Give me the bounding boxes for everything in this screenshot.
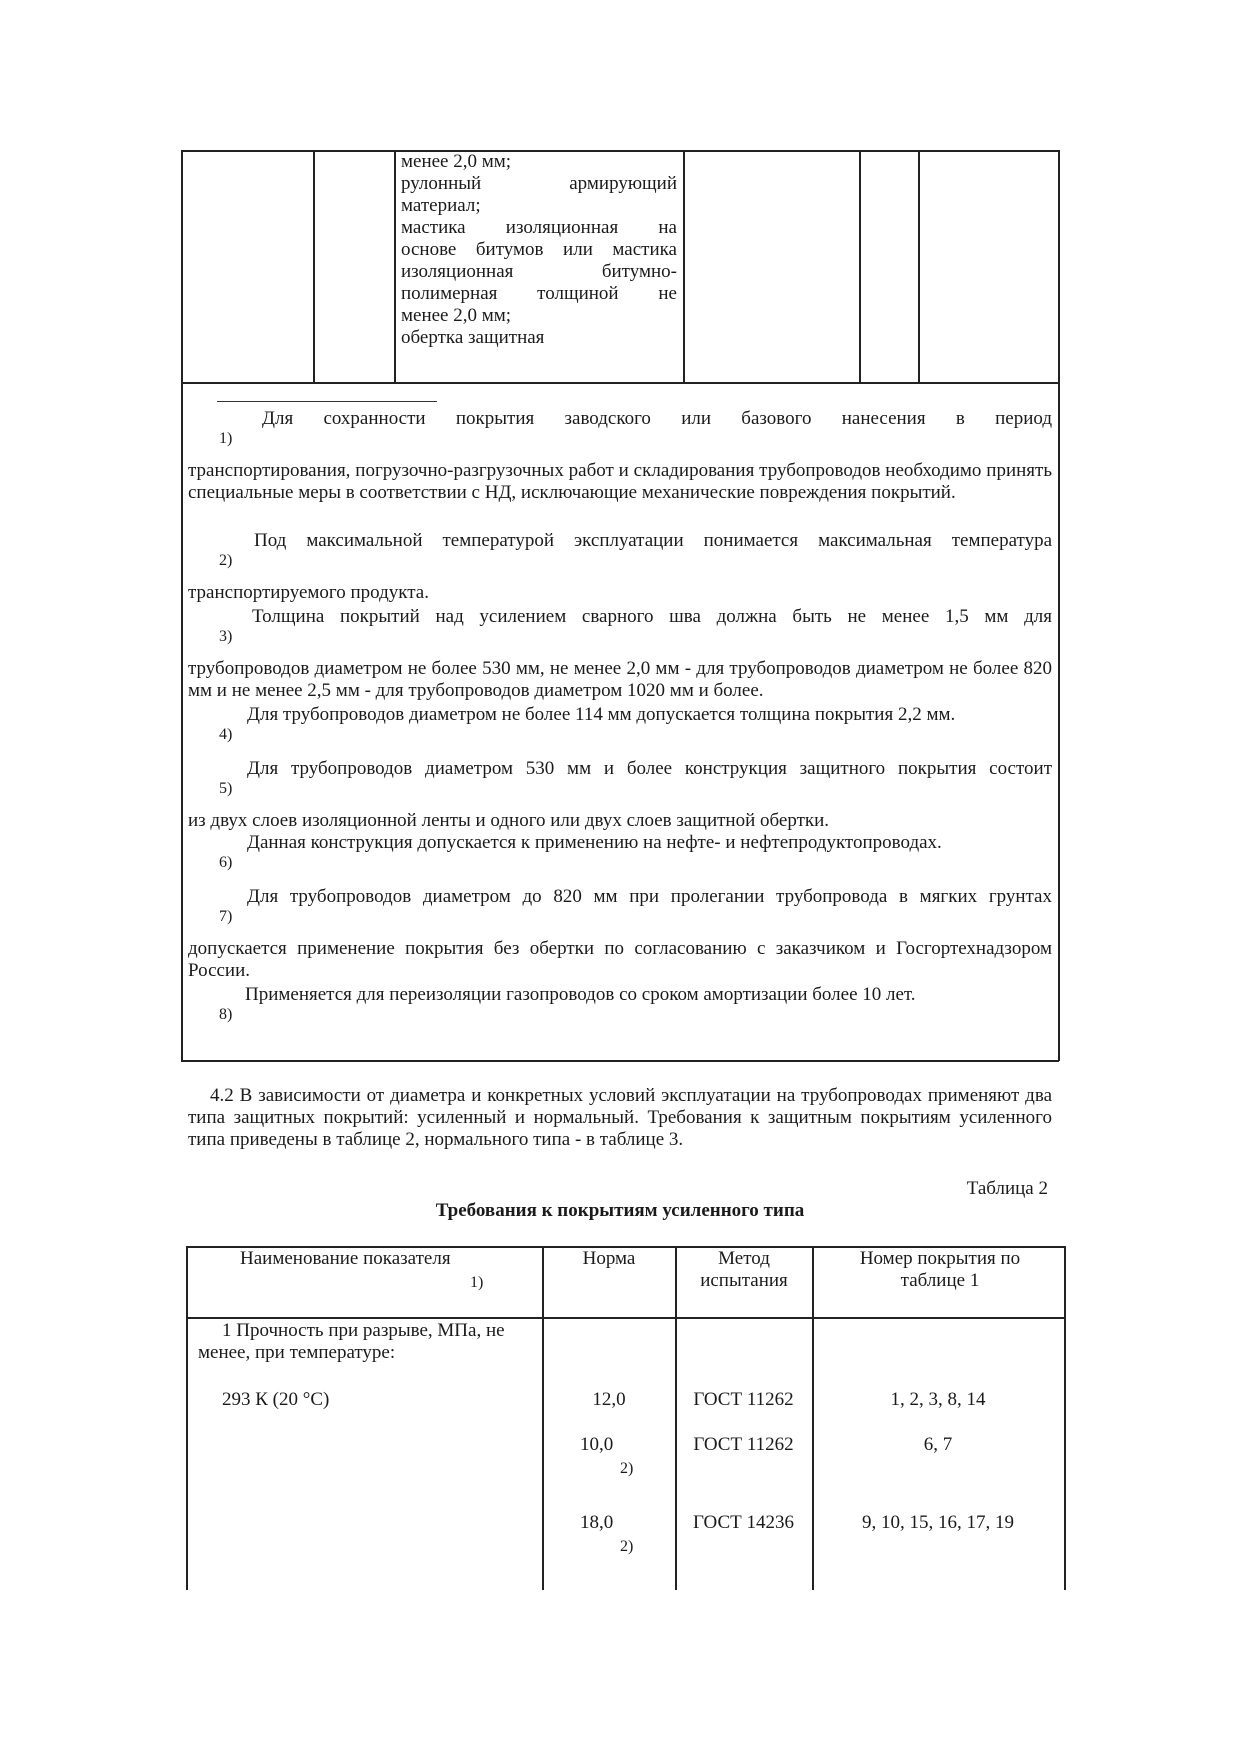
footnote-7-text: допускается применение покрытия без обертки по согласованию с заказчиком и Госгортехнадзором России. [188,938,1052,981]
table-col-divider [394,150,396,383]
footnote-separator [217,401,437,402]
material-cell [401,151,677,349]
table-col-divider [859,150,861,383]
row-norm: 12,0 [592,1389,626,1410]
table-border-left [181,150,183,1061]
footnote-4-first-line: Для трубопроводов диаметром не более 114 мм допускается толщина покрытия 2,2 мм. [247,704,956,725]
footnote-1-text: транспортирования, погрузочно-разгрузочных работ и складирования трубопроводов необходимо принять специальные меры в соответствии с НД, исключающие механические повреждения покрытий. [188,460,1052,503]
footnote-1-mark: 1) [219,430,233,447]
footnote-1-first-line: Для сохранности покрытия заводского или базового нанесения в период [262,408,1052,429]
header-method: Метод испытания [700,1248,788,1291]
material-line: рулонный армирующий [401,173,677,194]
table-border-bottom [181,1060,1059,1062]
table2-col-divider [812,1246,814,1590]
material-line: мастика изоляционная на [401,217,677,238]
row-coatings: 6, 7 [923,1434,953,1455]
table2-border-left [186,1246,188,1590]
row-norm: 18,0 [580,1512,614,1533]
row-norm-mark: 2) [620,1538,634,1555]
footnote-5-mark: 5) [219,780,233,797]
table-title: Требования к покрытиям усиленного типа [435,1200,805,1221]
table2-col-divider [675,1246,677,1590]
footnote-5-text: из двух слоев изоляционной ленты и одного или двух слоев защитной обертки. [188,810,830,831]
material-line: менее 2,0 мм; [401,151,512,172]
row-norm: 10,0 [580,1434,614,1455]
footnote-4-mark: 4) [219,726,233,743]
footnote-8-first-line: Применяется для переизоляции газопроводов со сроком амортизации более 10 лет. [245,984,916,1005]
header-coating-number: Номер покрытия по таблице 1 [859,1248,1021,1291]
row-method: ГОСТ 14236 [693,1512,794,1533]
footnote-2-text: транспортируемого продукта. [188,582,429,603]
footnote-2-mark: 2) [219,552,233,569]
row-name: 293 К (20 °С) [222,1389,330,1410]
footnote-2-first-line: Под максимальной температурой эксплуатации понимается максимальная температура [254,530,1052,551]
footnote-6-first-line: Данная конструкция допускается к применению на нефте- и нефтепродуктопроводах. [247,832,942,853]
row-coatings: 1, 2, 3, 8, 14 [890,1389,986,1410]
material-line: обертка защитная [401,327,545,348]
table-col-divider [918,150,920,383]
material-line: основе битумов или мастика [401,239,677,260]
header-name-mark: 1) [470,1274,484,1291]
table2-border-right [1064,1246,1066,1590]
material-line: изоляционная битумно- [401,261,677,282]
table-border-right [1058,150,1060,1061]
footnote-3-text: трубопроводов диаметром не более 530 мм, не менее 2,0 мм - для трубопроводов диаметром не более 820 мм и не менее 2,5 мм - для трубопроводов диаметром 1020 мм и более. [188,658,1052,701]
table2-col-divider [542,1246,544,1590]
row-method: ГОСТ 11262 [693,1434,794,1455]
row-norm-mark: 2) [620,1460,634,1477]
table-col-divider [683,150,685,383]
paragraph-4-2: 4.2 В зависимости от диаметра и конкретных условий эксплуатации на трубопроводах применяют два типа защитных покрытий: усиленный и нормальный. Требования к защитным покрытиям усиленного типа приведены в таблице 2, нормального типа - в таблице 3. [188,1085,1052,1150]
section-title: 1 Прочность при разрыве, МПа, не менее, при температуре: [198,1320,505,1363]
table-col-divider [313,150,315,383]
footnote-6-mark: 6) [219,854,233,871]
table2-header-divider [186,1317,1066,1319]
material-line: материал; [401,195,481,216]
footnote-3-first-line: Толщина покрытий над усилением сварного шва должна быть не менее 1,5 мм для [252,606,1052,627]
footnote-7-first-line: Для трубопроводов диаметром до 820 мм при пролегании трубопровода в мягких грунтах [247,886,1052,907]
header-name: Наименование показателя [240,1248,451,1269]
footnote-7-mark: 7) [219,908,233,925]
table-label: Таблица 2 [966,1178,1048,1199]
material-line: полимерная толщиной не [401,283,677,304]
footnote-8-mark: 8) [219,1006,233,1023]
footnote-5-first-line: Для трубопроводов диаметром 530 мм и более конструкция защитного покрытия состоит [247,758,1052,779]
row-coatings: 9, 10, 15, 16, 17, 19 [862,1512,1014,1533]
material-line: менее 2,0 мм; [401,305,512,326]
row-method: ГОСТ 11262 [693,1389,794,1410]
footnote-3-mark: 3) [219,628,233,645]
header-norm: Норма [582,1248,636,1269]
